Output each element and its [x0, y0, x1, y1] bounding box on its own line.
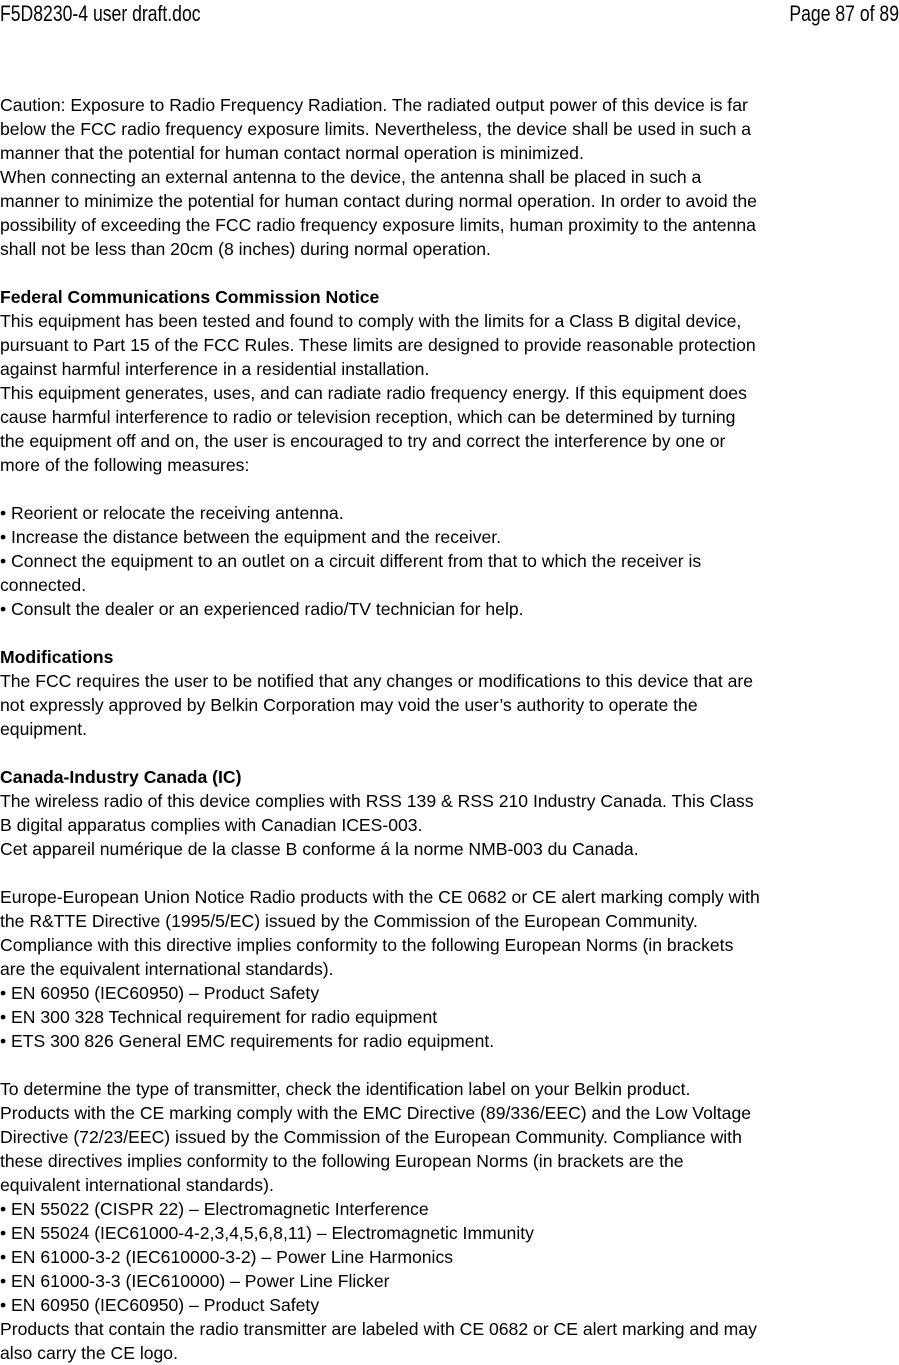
paragraph: [0, 93, 899, 261]
text-line: cause harmful interference to radio or television reception, which can be determined by turning: [0, 407, 736, 427]
text-line: • EN 61000-3-3 (IEC610000) – Power Line Flicker: [0, 1271, 390, 1291]
text-line: connected.: [0, 575, 87, 595]
spacer: [0, 741, 899, 765]
text-line: not expressly approved by Belkin Corporation may void the user’s authority to operate the: [0, 695, 698, 715]
text-line: equipment.: [0, 719, 88, 739]
paragraph: [0, 1077, 899, 1365]
text-line: Caution: Exposure to Radio Frequency Radiation. The radiated output power of this device is far: [0, 95, 748, 115]
text-line: [0, 741, 899, 765]
spacer: [0, 621, 899, 645]
text-line: manner to minimize the potential for human contact during normal operation. In order to avoid the: [0, 191, 757, 211]
paragraph: [0, 789, 899, 861]
text-line: the equipment off and on, the user is encouraged to try and correct the interference by one or: [0, 431, 726, 451]
text-line: This equipment generates, uses, and can radiate radio frequency energy. If this equipment does: [0, 383, 747, 403]
text-line: [0, 261, 899, 285]
text-line: • ETS 300 826 General EMC requirements for radio equipment.: [0, 1031, 495, 1051]
text-line: • EN 300 328 Technical requirement for radio equipment: [0, 1007, 438, 1027]
text-line: This equipment has been tested and found to comply with the limits for a Class B digital device,: [0, 311, 742, 331]
heading-text: Federal Communications Commission Notice: [0, 287, 380, 307]
text-line: [0, 861, 899, 885]
text-line: pursuant to Part 15 of the FCC Rules. These limits are designed to provide reasonable protection: [0, 335, 756, 355]
text-line: equivalent international standards).: [0, 1175, 274, 1195]
text-line: Directive (72/23/EEC) issued by the Commission of the European Community. Compliance with: [0, 1127, 742, 1147]
paragraph: [0, 501, 899, 621]
heading-text: Modifications: [0, 647, 114, 667]
text-line: these directives implies conformity to the following European Norms (in brackets are the: [0, 1151, 684, 1171]
text-line: • EN 60950 (IEC60950) – Product Safety: [0, 1295, 320, 1315]
text-line: • Reorient or relocate the receiving antenna.: [0, 503, 344, 523]
text-line: • EN 61000-3-2 (IEC610000-3-2) – Power Line Harmonics: [0, 1247, 454, 1267]
text-line: are the equivalent international standards).: [0, 959, 334, 979]
text-line: [0, 1053, 899, 1077]
text-line: • EN 55024 (IEC61000-4-2,3,4,5,6,8,11) – Electromagnetic Immunity: [0, 1223, 534, 1243]
text-line: below the FCC radio frequency exposure limits. Nevertheless, the device shall be used in such a: [0, 119, 752, 139]
spacer: [0, 1053, 899, 1077]
text-line: The wireless radio of this device complies with RSS 139 & RSS 210 Industry Canada. This Class: [0, 791, 754, 811]
section-heading: [0, 285, 899, 309]
paragraph: [0, 885, 899, 1053]
text-line: B digital apparatus complies with Canadian ICES-003.: [0, 815, 423, 835]
text-line: Compliance with this directive implies conformity to the following European Norms (in brackets: [0, 935, 734, 955]
text-line: possibility of exceeding the FCC radio frequency exposure limits, human proximity to the antenna: [0, 215, 756, 235]
text-line: • Consult the dealer or an experienced radio/TV technician for help.: [0, 599, 524, 619]
text-line: • EN 60950 (IEC60950) – Product Safety: [0, 983, 320, 1003]
text-line: more of the following measures:: [0, 455, 250, 475]
document-filename: F5D8230-4 user draft.doc: [0, 1, 201, 26]
text-line: [0, 621, 899, 645]
text-line: To determine the type of transmitter, check the identification label on your Belkin product.: [0, 1079, 691, 1099]
paragraph: [0, 669, 899, 741]
paragraph: [0, 309, 899, 477]
text-line: When connecting an external antenna to the device, the antenna shall be placed in such a: [0, 167, 702, 187]
text-line: [0, 477, 899, 501]
spacer: [0, 861, 899, 885]
text-line: manner that the potential for human contact normal operation is minimized.: [0, 143, 584, 163]
section-heading: [0, 645, 899, 669]
text-line: • Increase the distance between the equipment and the receiver.: [0, 527, 502, 547]
text-line: shall not be less than 20cm (8 inches) during normal operation.: [0, 239, 491, 259]
heading-text: Canada-Industry Canada (IC): [0, 767, 242, 787]
text-line: Products with the CE marking comply with the EMC Directive (89/336/EEC) and the Low Voltage: [0, 1103, 752, 1123]
text-line: • Connect the equipment to an outlet on a circuit different from that to which the receiver is: [0, 551, 702, 571]
text-line: against harmful interference in a residential installation.: [0, 359, 430, 379]
section-heading: [0, 765, 899, 789]
page-number: Page 87 of 89: [789, 1, 899, 26]
text-line: also carry the CE logo.: [0, 1343, 178, 1363]
text-line: Cet appareil numérique de la classe B conforme á la norme NMB-003 du Canada.: [0, 839, 639, 859]
text-line: Europe-European Union Notice Radio products with the CE 0682 or CE alert marking comply with: [0, 887, 760, 907]
spacer: [0, 477, 899, 501]
text-line: Products that contain the radio transmitter are labeled with CE 0682 or CE alert marking and may: [0, 1319, 757, 1339]
document-body: [0, 93, 899, 1365]
text-line: The FCC requires the user to be notified that any changes or modifications to this device that are: [0, 671, 754, 691]
text-line: • EN 55022 (CISPR 22) – Electromagnetic Interference: [0, 1199, 429, 1219]
spacer: [0, 261, 899, 285]
text-line: the R&TTE Directive (1995/5/EC) issued by the Commission of the European Community.: [0, 911, 698, 931]
